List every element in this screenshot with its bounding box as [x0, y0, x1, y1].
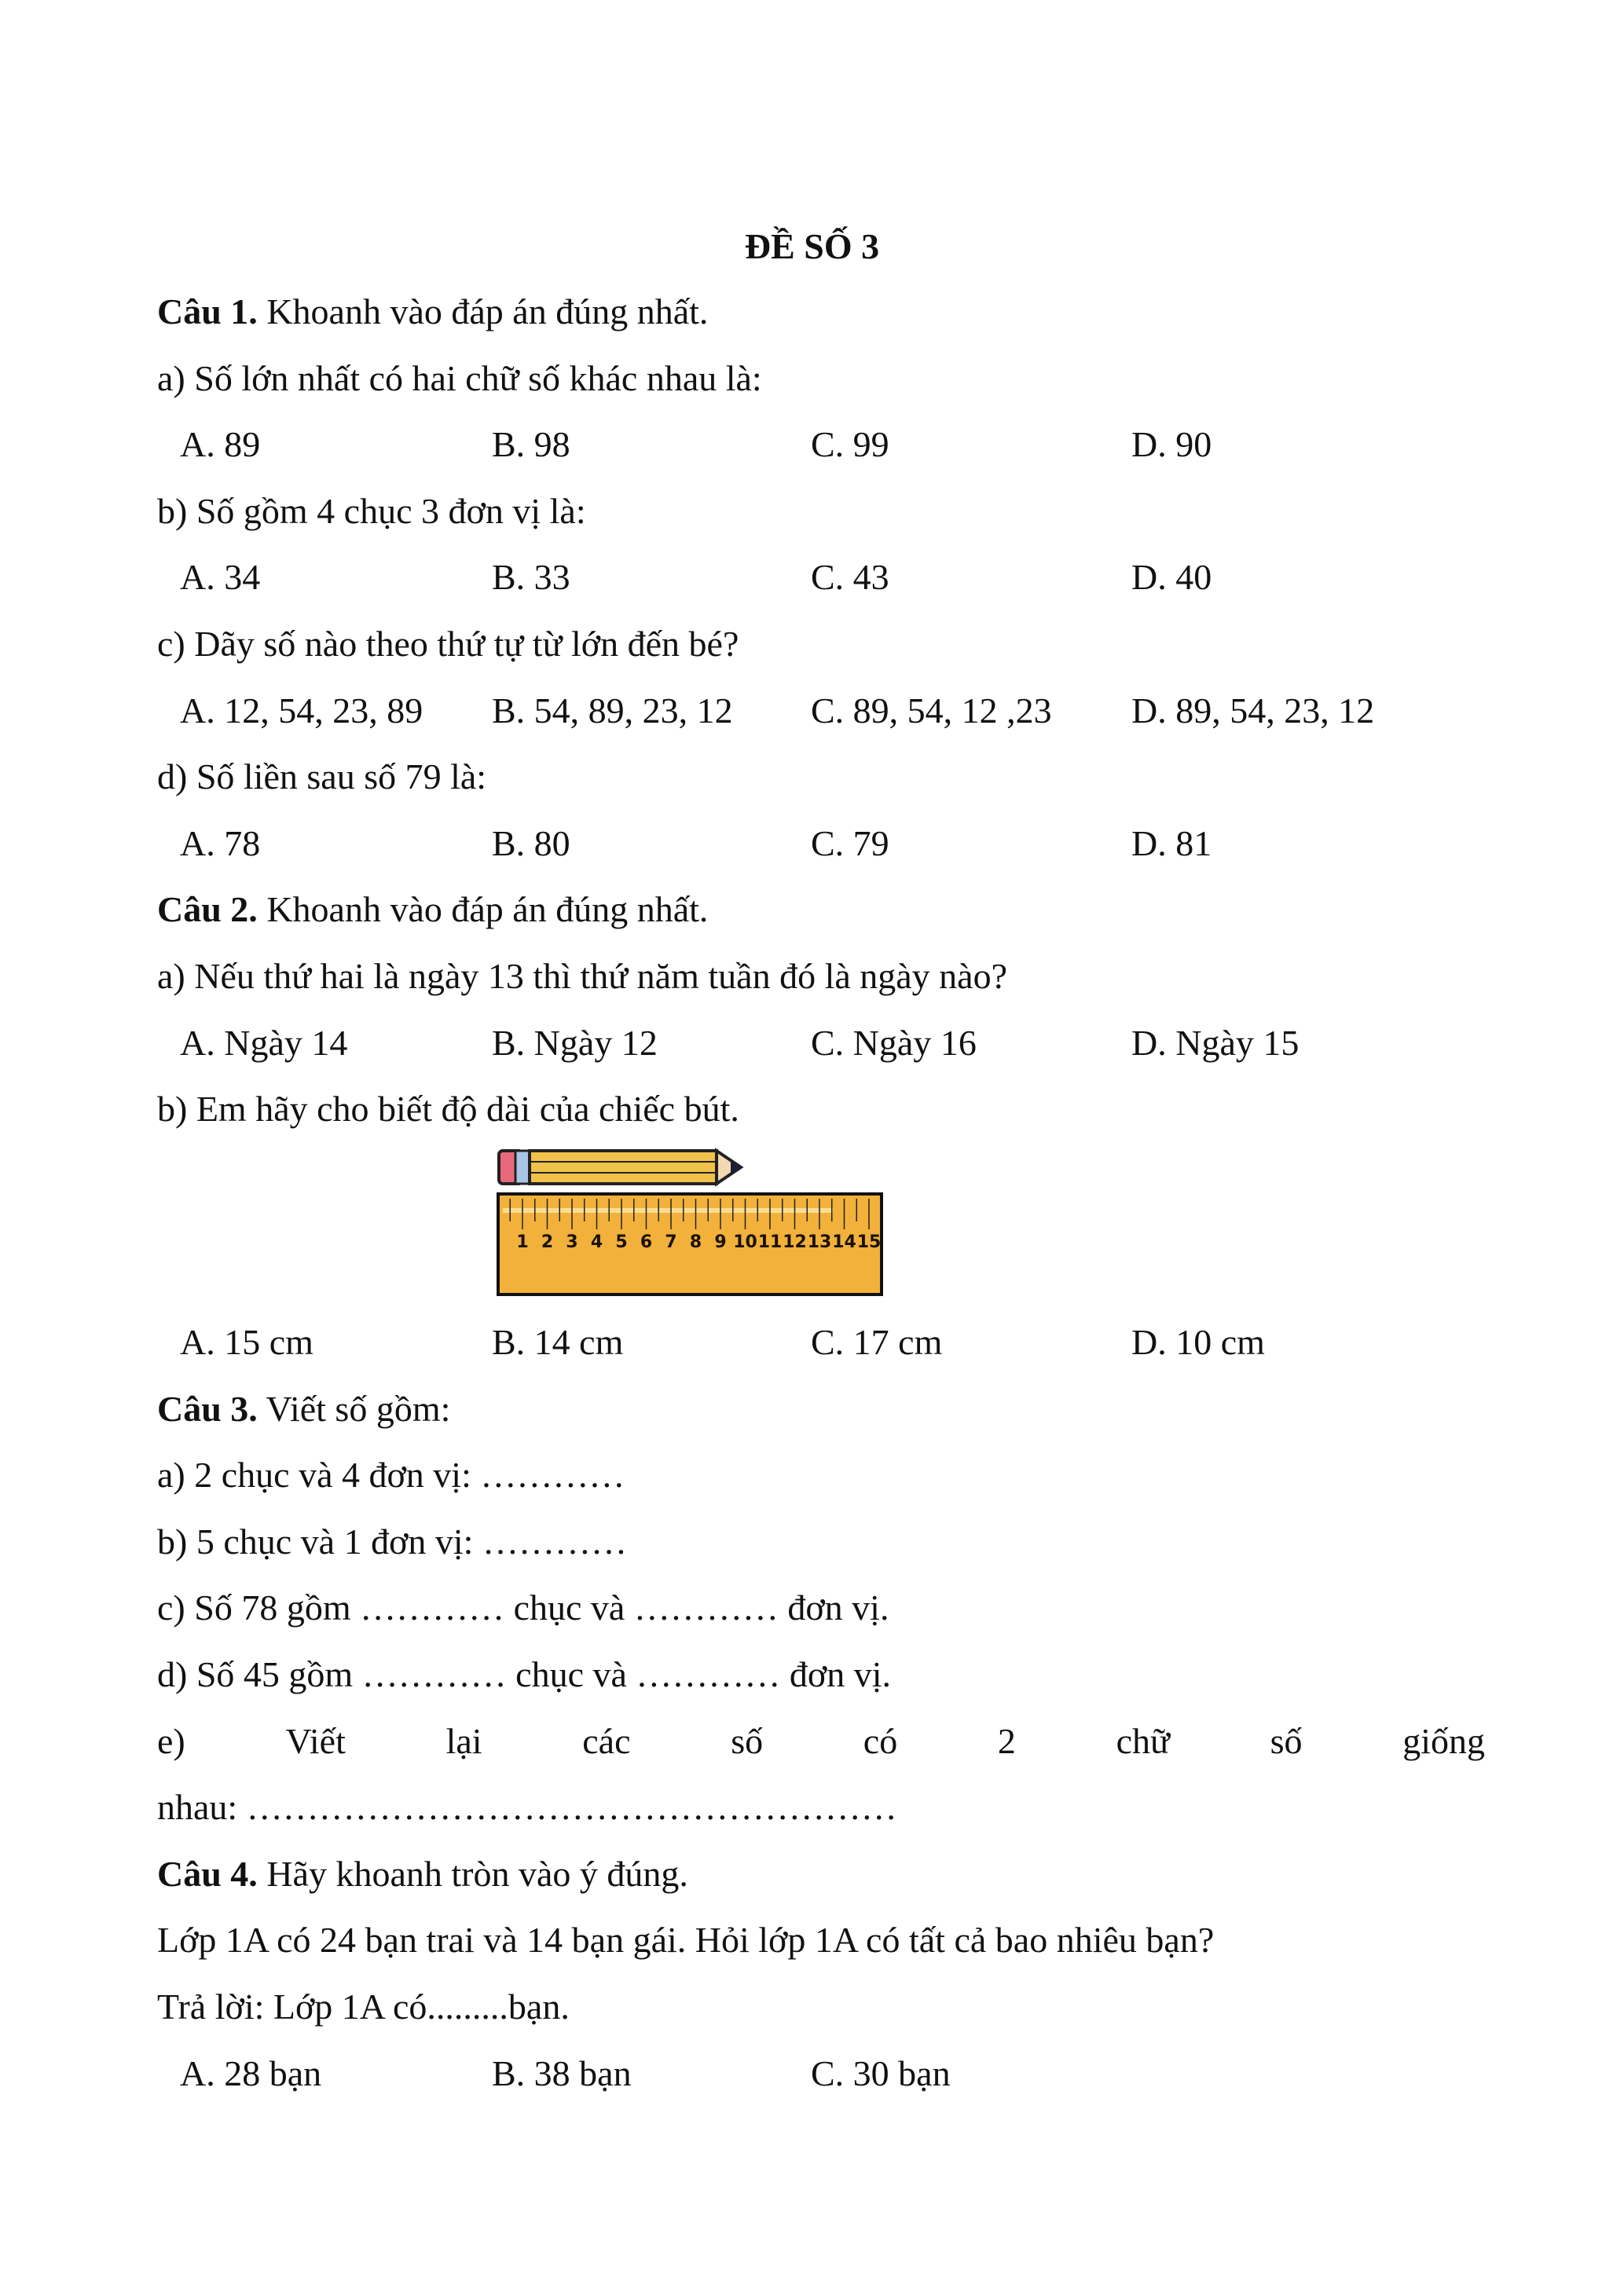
question-3e	[157, 1708, 1485, 1775]
option-a[interactable]: A. 78	[180, 822, 261, 863]
word: chữ	[1116, 1720, 1170, 1761]
question-3a[interactable]: a) 2 chục và 4 đơn vị: …………	[157, 1455, 625, 1496]
word: có	[863, 1720, 898, 1761]
question-3d[interactable]: d) Số 45 gồm ………… chục và ………… đơn vị.	[157, 1653, 892, 1694]
question-1b: b) Số gồm 4 chục 3 đơn vị là:	[157, 490, 586, 531]
question-text: Hãy khoanh tròn vào ý đúng.	[257, 1853, 688, 1894]
question-4-problem: Lớp 1A có 24 bạn trai và 14 bạn gái. Hỏi lớp 1A có tất cả bao nhiêu bạn?	[157, 1920, 1215, 1961]
option-a[interactable]: A. 28 bạn	[180, 2052, 322, 2093]
section-q2b-q4	[157, 1309, 1485, 2107]
ruler-number: 15	[856, 1232, 882, 1252]
ruler-number: 8	[689, 1232, 702, 1252]
question-label: Câu 2.	[157, 889, 258, 930]
option-c[interactable]: C. Ngày 16	[811, 1022, 977, 1063]
ruler-number: 12	[783, 1232, 807, 1252]
option-a[interactable]: A. 15 cm	[180, 1322, 313, 1362]
option-c[interactable]: C. 99	[811, 424, 889, 465]
option-c[interactable]: C. 79	[811, 822, 889, 863]
option-d[interactable]: D. 10 cm	[1131, 1322, 1265, 1362]
ruler-number: 4	[590, 1232, 603, 1252]
word: số	[1270, 1720, 1303, 1761]
question-label: Câu 4.	[157, 1853, 258, 1894]
options-1b	[157, 544, 1485, 611]
ruler-number: 2	[541, 1232, 554, 1252]
question-3b[interactable]: b) 5 chục và 1 đơn vị: …………	[157, 1521, 627, 1562]
options-2a	[157, 1010, 1485, 1077]
question-1c: c) Dãy số nào theo thứ tự từ lớn đến bé?	[157, 623, 739, 664]
option-a[interactable]: A. 89	[180, 424, 261, 465]
question-2-heading	[157, 877, 1485, 943]
word: số	[731, 1720, 764, 1761]
option-b[interactable]: B. 98	[492, 424, 570, 465]
word: lại	[445, 1720, 482, 1761]
word: 2	[997, 1720, 1016, 1761]
question-2a: a) Nếu thứ hai là ngày 13 thì thứ năm tuần đó là ngày nào?	[157, 955, 1008, 996]
section-q1-q2a	[157, 279, 1485, 1143]
word: giống	[1402, 1720, 1485, 1761]
option-c[interactable]: C. 17 cm	[811, 1322, 943, 1362]
ruler-numbers	[516, 1232, 881, 1252]
ruler-number: 14	[832, 1232, 856, 1252]
ruler-number: 10	[733, 1232, 757, 1252]
option-d[interactable]: D. 89, 54, 23, 12	[1131, 690, 1375, 731]
option-d[interactable]: D. 81	[1131, 822, 1212, 863]
pencil-ruler-illustration	[487, 1147, 1155, 1304]
pencil-icon	[499, 1151, 742, 1184]
ruler-number: 6	[640, 1232, 653, 1252]
options-1c	[157, 678, 1485, 745]
option-a[interactable]: A. 12, 54, 23, 89	[180, 690, 423, 731]
options-2b	[157, 1309, 1485, 1376]
option-d[interactable]: D. Ngày 15	[1131, 1022, 1300, 1063]
question-1d: d) Số liền sau số 79 là:	[157, 756, 487, 797]
word: Viết	[285, 1720, 346, 1761]
options-1a	[157, 412, 1485, 478]
ruler-number: 9	[714, 1232, 727, 1252]
option-d[interactable]: D. 40	[1131, 557, 1212, 598]
question-1-heading	[157, 279, 1485, 346]
ruler-number: 11	[757, 1232, 783, 1252]
option-b[interactable]: B. 14 cm	[492, 1322, 624, 1362]
question-1a: a) Số lớn nhất có hai chữ số khác nhau là:	[157, 357, 762, 398]
question-3c[interactable]: c) Số 78 gồm ………… chục và ………… đơn vị.	[157, 1587, 889, 1628]
pencil-ruler-svg	[487, 1147, 1155, 1304]
ruler-number: 3	[566, 1232, 578, 1252]
ruler-number: 5	[615, 1232, 628, 1252]
question-4-answer[interactable]: Trả lời: Lớp 1A có.........bạn.	[157, 1986, 570, 2027]
option-c[interactable]: C. 89, 54, 12 ,23	[811, 690, 1052, 731]
question-3-heading	[157, 1376, 1485, 1443]
page-title: ĐỀ SỐ 3	[744, 226, 880, 266]
question-text: Khoanh vào đáp án đúng nhất.	[257, 889, 709, 930]
option-a[interactable]: A. Ngày 14	[180, 1022, 348, 1063]
question-label: Câu 1.	[157, 291, 258, 331]
ruler-number: 13	[807, 1232, 832, 1252]
option-d[interactable]: D. 90	[1131, 424, 1212, 465]
question-2b: b) Em hãy cho biết độ dài của chiếc bút.	[157, 1089, 739, 1130]
question-text: Viết số gồm:	[257, 1388, 451, 1429]
ruler-number: 7	[665, 1232, 677, 1252]
question-4-heading	[157, 1841, 1485, 1908]
options-4	[157, 2041, 1485, 2107]
option-b[interactable]: B. 33	[492, 557, 570, 598]
question-label: Câu 3.	[157, 1388, 258, 1429]
option-b[interactable]: B. Ngày 12	[492, 1022, 658, 1063]
question-text: Khoanh vào đáp án đúng nhất.	[257, 291, 709, 331]
option-c[interactable]: C. 43	[811, 557, 889, 598]
option-b[interactable]: B. 38 bạn	[492, 2052, 632, 2093]
word: e)	[157, 1720, 185, 1761]
option-b[interactable]: B. 80	[492, 822, 570, 863]
option-b[interactable]: B. 54, 89, 23, 12	[492, 690, 733, 731]
word: các	[582, 1720, 631, 1761]
option-a[interactable]: A. 34	[180, 557, 261, 598]
option-c[interactable]: C. 30 bạn	[811, 2052, 951, 2093]
question-3e-answer-line[interactable]: nhau: ………………………………………………	[157, 1787, 897, 1828]
options-1d	[157, 811, 1485, 877]
ruler-number: 1	[516, 1232, 529, 1252]
